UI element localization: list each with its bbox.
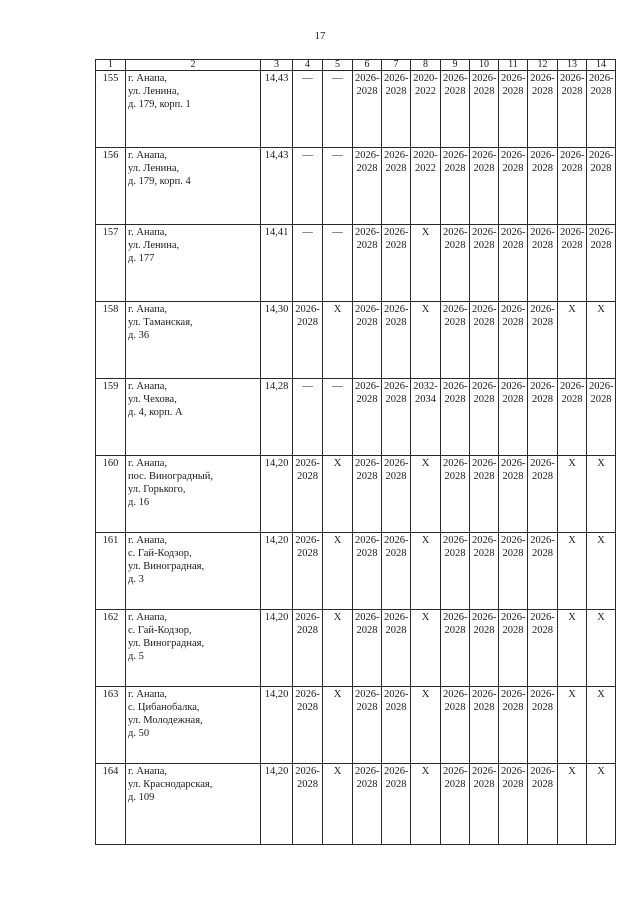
period-cell: 2026- 2028	[499, 148, 528, 225]
period-cell: X	[587, 302, 616, 379]
period-cell: 2020- 2022	[411, 148, 441, 225]
period-cell: 2026- 2028	[499, 225, 528, 302]
period-cell: 2026- 2028	[441, 71, 470, 148]
period-cell: 2026- 2028	[499, 379, 528, 456]
period-cell: X	[558, 687, 587, 764]
period-cell: 2026- 2028	[441, 610, 470, 687]
period-cell: 2026- 2028	[499, 687, 528, 764]
period-cell: 2026- 2028	[528, 533, 558, 610]
period-cell: 2026- 2028	[558, 148, 587, 225]
table-row	[96, 379, 616, 456]
value-cell: 14,20	[261, 610, 293, 687]
table-row	[96, 302, 616, 379]
value-cell: 14,20	[261, 687, 293, 764]
header-cell: 1	[96, 60, 126, 71]
period-cell: 2026- 2028	[441, 533, 470, 610]
address-cell: г. Анапа, ул. Краснодарская, д. 109	[126, 764, 261, 845]
period-cell: —	[293, 148, 323, 225]
period-cell: 2026- 2028	[293, 533, 323, 610]
address-cell: г. Анапа, с. Гай-Кодзор, ул. Виноградная, д. 3	[126, 533, 261, 610]
period-cell: 2020- 2022	[411, 71, 441, 148]
period-cell: X	[323, 764, 353, 845]
table-row	[96, 533, 616, 610]
address-cell: г. Анапа, ул. Чехова, д. 4, корп. А	[126, 379, 261, 456]
period-cell: X	[323, 533, 353, 610]
table-row	[96, 148, 616, 225]
row-number-cell: 163	[96, 687, 126, 764]
period-cell: 2026- 2028	[528, 71, 558, 148]
period-cell: 2026- 2028	[470, 379, 499, 456]
period-cell: 2026- 2028	[470, 610, 499, 687]
header-cell: 12	[528, 60, 558, 71]
address-cell: г. Анапа, пос. Виноградный, ул. Горького, д. 16	[126, 456, 261, 533]
period-cell: 2026- 2028	[293, 456, 323, 533]
period-cell: 2032- 2034	[411, 379, 441, 456]
address-cell: г. Анапа, с. Цибанобалка, ул. Молодежная, д. 50	[126, 687, 261, 764]
header-cell: 6	[353, 60, 382, 71]
table-row	[96, 225, 616, 302]
period-cell: —	[293, 71, 323, 148]
header-cell: 4	[293, 60, 323, 71]
header-cell: 8	[411, 60, 441, 71]
period-cell: 2026- 2028	[499, 302, 528, 379]
header-cell: 2	[126, 60, 261, 71]
period-cell: —	[323, 379, 353, 456]
address-cell: г. Анапа, ул. Ленина, д. 179, корп. 1	[126, 71, 261, 148]
period-cell: X	[323, 456, 353, 533]
row-number-cell: 158	[96, 302, 126, 379]
header-cell: 11	[499, 60, 528, 71]
period-cell: X	[558, 302, 587, 379]
period-cell: X	[411, 533, 441, 610]
value-cell: 14,43	[261, 148, 293, 225]
period-cell: 2026- 2028	[528, 610, 558, 687]
period-cell: X	[587, 687, 616, 764]
period-cell: X	[558, 456, 587, 533]
period-cell: 2026- 2028	[293, 687, 323, 764]
value-cell: 14,41	[261, 225, 293, 302]
period-cell: 2026- 2028	[441, 148, 470, 225]
period-cell: X	[558, 764, 587, 845]
period-cell: 2026- 2028	[558, 225, 587, 302]
value-cell: 14,30	[261, 302, 293, 379]
value-cell: 14,20	[261, 764, 293, 845]
period-cell: 2026- 2028	[441, 764, 470, 845]
address-cell: г. Анапа, с. Гай-Кодзор, ул. Виноградная, д. 5	[126, 610, 261, 687]
row-number-cell: 156	[96, 148, 126, 225]
period-cell: 2026- 2028	[528, 687, 558, 764]
period-cell: 2026- 2028	[470, 687, 499, 764]
period-cell: 2026- 2028	[382, 379, 411, 456]
period-cell: X	[558, 533, 587, 610]
table-row	[96, 687, 616, 764]
period-cell: 2026- 2028	[528, 148, 558, 225]
period-cell: 2026- 2028	[382, 148, 411, 225]
period-cell: 2026- 2028	[382, 687, 411, 764]
period-cell: 2026- 2028	[470, 764, 499, 845]
period-cell: 2026- 2028	[382, 610, 411, 687]
row-number-cell: 164	[96, 764, 126, 845]
period-cell: 2026- 2028	[382, 456, 411, 533]
header-cell: 3	[261, 60, 293, 71]
period-cell: 2026- 2028	[353, 687, 382, 764]
period-cell: 2026- 2028	[470, 533, 499, 610]
period-cell: 2026- 2028	[528, 379, 558, 456]
period-cell: 2026- 2028	[353, 71, 382, 148]
period-cell: X	[587, 764, 616, 845]
period-cell: 2026- 2028	[353, 148, 382, 225]
value-cell: 14,20	[261, 456, 293, 533]
period-cell: 2026- 2028	[293, 610, 323, 687]
header-cell: 14	[587, 60, 616, 71]
period-cell: X	[587, 456, 616, 533]
period-cell: 2026- 2028	[382, 533, 411, 610]
period-cell: 2026- 2028	[353, 302, 382, 379]
value-cell: 14,20	[261, 533, 293, 610]
period-cell: —	[293, 379, 323, 456]
table-row	[96, 764, 616, 845]
row-number-cell: 157	[96, 225, 126, 302]
page-number: 17	[314, 30, 326, 42]
row-number-cell: 159	[96, 379, 126, 456]
period-cell: X	[411, 610, 441, 687]
period-cell: 2026- 2028	[558, 71, 587, 148]
period-cell: 2026- 2028	[441, 379, 470, 456]
period-cell: 2026- 2028	[382, 302, 411, 379]
header-cell: 10	[470, 60, 499, 71]
table-row	[96, 71, 616, 148]
period-cell: X	[411, 302, 441, 379]
period-cell: 2026- 2028	[353, 533, 382, 610]
schedule-table	[95, 59, 616, 845]
period-cell: 2026- 2028	[558, 379, 587, 456]
period-cell: X	[587, 533, 616, 610]
header-cell: 9	[441, 60, 470, 71]
period-cell: X	[323, 610, 353, 687]
address-cell: г. Анапа, ул. Таманская, д. 36	[126, 302, 261, 379]
period-cell: —	[323, 148, 353, 225]
value-cell: 14,28	[261, 379, 293, 456]
period-cell: 2026- 2028	[499, 456, 528, 533]
period-cell: 2026- 2028	[499, 71, 528, 148]
period-cell: —	[323, 225, 353, 302]
period-cell: 2026- 2028	[470, 302, 499, 379]
row-number-cell: 161	[96, 533, 126, 610]
period-cell: 2026- 2028	[441, 456, 470, 533]
period-cell: X	[411, 456, 441, 533]
period-cell: 2026- 2028	[353, 610, 382, 687]
period-cell: 2026- 2028	[470, 71, 499, 148]
period-cell: 2026- 2028	[587, 148, 616, 225]
period-cell: 2026- 2028	[499, 533, 528, 610]
period-cell: X	[323, 302, 353, 379]
period-cell: 2026- 2028	[441, 302, 470, 379]
period-cell: 2026- 2028	[528, 764, 558, 845]
period-cell: 2026- 2028	[293, 302, 323, 379]
period-cell: 2026- 2028	[587, 71, 616, 148]
period-cell: 2026- 2028	[499, 610, 528, 687]
table-row	[96, 456, 616, 533]
period-cell: 2026- 2028	[499, 764, 528, 845]
period-cell: X	[411, 687, 441, 764]
row-number-cell: 160	[96, 456, 126, 533]
period-cell: 2026- 2028	[293, 764, 323, 845]
period-cell: 2026- 2028	[382, 764, 411, 845]
period-cell: 2026- 2028	[470, 225, 499, 302]
row-number-cell: 162	[96, 610, 126, 687]
period-cell: 2026- 2028	[353, 456, 382, 533]
period-cell: X	[323, 687, 353, 764]
header-cell: 13	[558, 60, 587, 71]
address-cell: г. Анапа, ул. Ленина, д. 177	[126, 225, 261, 302]
period-cell: X	[558, 610, 587, 687]
period-cell: 2026- 2028	[382, 225, 411, 302]
value-cell: 14,43	[261, 71, 293, 148]
period-cell: 2026- 2028	[470, 148, 499, 225]
header-row	[96, 60, 616, 71]
period-cell: 2026- 2028	[528, 456, 558, 533]
row-number-cell: 155	[96, 71, 126, 148]
header-cell: 7	[382, 60, 411, 71]
period-cell: 2026- 2028	[441, 225, 470, 302]
table-row	[96, 610, 616, 687]
period-cell: X	[587, 610, 616, 687]
period-cell: 2026- 2028	[382, 71, 411, 148]
period-cell: 2026- 2028	[470, 456, 499, 533]
period-cell: 2026- 2028	[587, 225, 616, 302]
period-cell: X	[411, 764, 441, 845]
period-cell: 2026- 2028	[441, 687, 470, 764]
period-cell: 2026- 2028	[353, 764, 382, 845]
period-cell: —	[293, 225, 323, 302]
address-cell: г. Анапа, ул. Ленина, д. 179, корп. 4	[126, 148, 261, 225]
period-cell: 2026- 2028	[353, 379, 382, 456]
period-cell: —	[323, 71, 353, 148]
header-cell: 5	[323, 60, 353, 71]
period-cell: 2026- 2028	[587, 379, 616, 456]
period-cell: X	[411, 225, 441, 302]
period-cell: 2026- 2028	[528, 225, 558, 302]
period-cell: 2026- 2028	[353, 225, 382, 302]
period-cell: 2026- 2028	[528, 302, 558, 379]
